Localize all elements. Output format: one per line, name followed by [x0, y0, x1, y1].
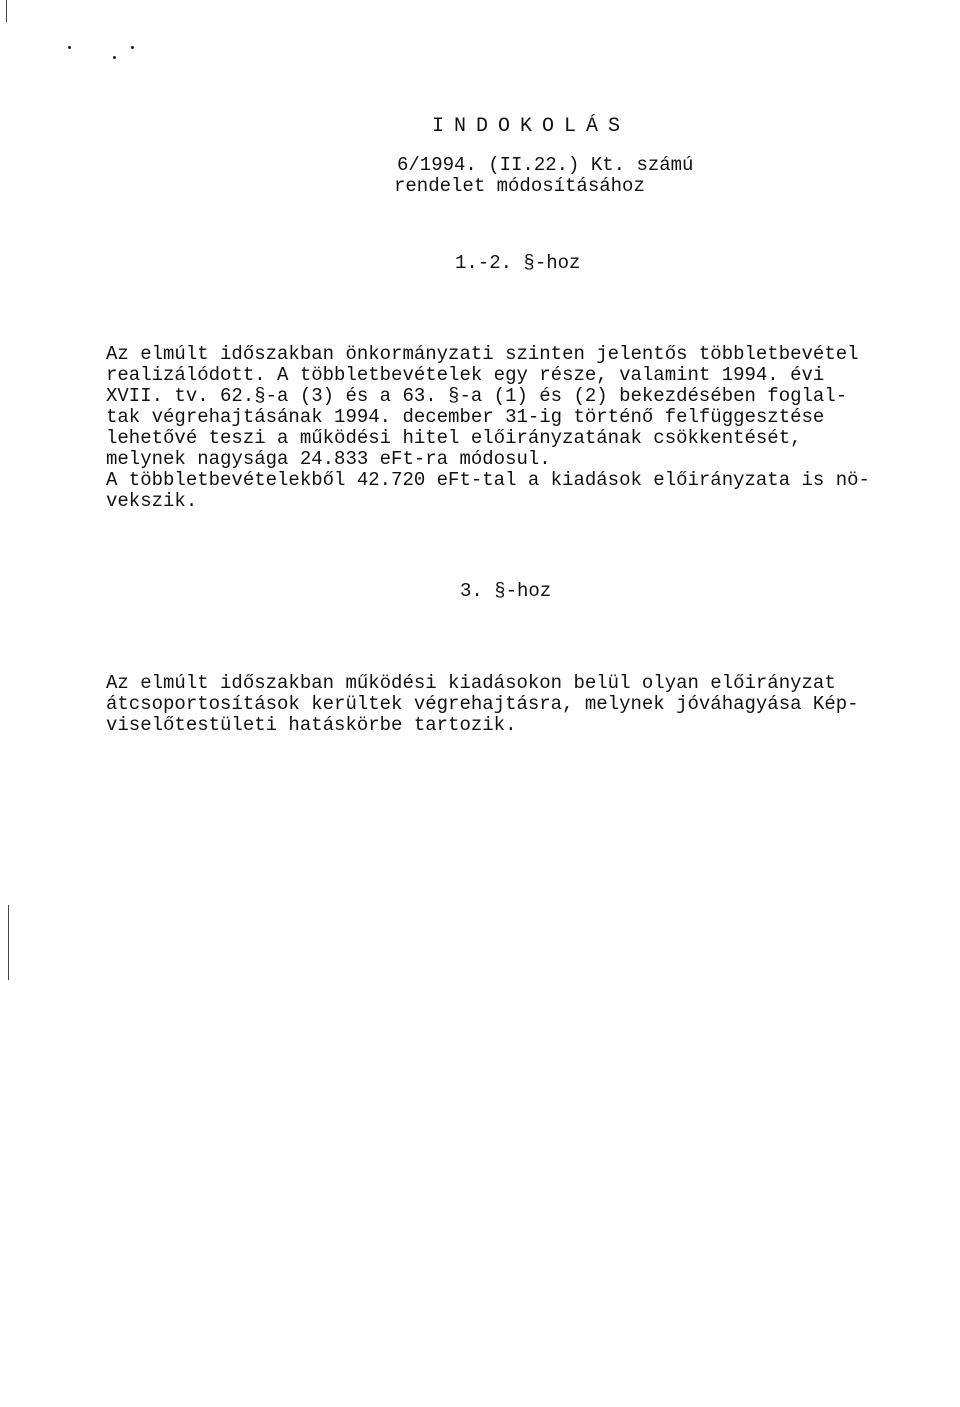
scan-speck — [131, 46, 134, 49]
paragraph-line: Az elmúlt időszakban működési kiadásokon belül olyan előirányzat — [106, 672, 836, 694]
paragraph-line: XVII. tv. 62.§-a (3) és a 63. §-a (1) és (2) bekezdésében foglal- — [106, 385, 848, 407]
paragraph-line: melynek nagysága 24.833 eFt-ra módosul. — [106, 448, 551, 470]
paragraph-line: lehetővé teszi a működési hitel előirányzatának csökkentését, — [106, 427, 802, 449]
paragraph-line: tak végrehajtásának 1994. december 31-ig történő felfüggesztése — [106, 406, 825, 428]
section-2-paragraph — [106, 673, 918, 736]
section-1-paragraph — [106, 344, 918, 512]
paragraph-line: vekszik. — [106, 490, 198, 512]
section-1-label: 1.-2. §-hoz — [455, 252, 581, 274]
scan-edge-mark — [8, 905, 9, 980]
paragraph-line: viselőtestületi hatáskörbe tartozik. — [106, 714, 517, 736]
paragraph-line: realizálódott. A többletbevételek egy része, valamint 1994. évi — [106, 364, 825, 386]
document-title: INDOKOLÁS — [432, 115, 631, 138]
paragraph-line: átcsoportosítások kerültek végrehajtásra, melynek jóváhagyása Kép- — [106, 693, 859, 715]
scan-edge-mark — [6, 0, 7, 22]
document-subtitle-line2: rendelet módosításához — [394, 175, 645, 197]
scan-speck — [68, 46, 71, 49]
document-subtitle-line1: 6/1994. (II.22.) Kt. számú — [397, 154, 694, 176]
paragraph-line: Az elmúlt időszakban önkormányzati szinten jelentős többletbevétel — [106, 343, 859, 365]
section-2-label: 3. §-hoz — [460, 580, 552, 602]
paragraph-line: A többletbevételekből 42.720 eFt-tal a kiadások előirányzata is nö- — [106, 469, 870, 491]
scan-speck — [113, 56, 116, 59]
